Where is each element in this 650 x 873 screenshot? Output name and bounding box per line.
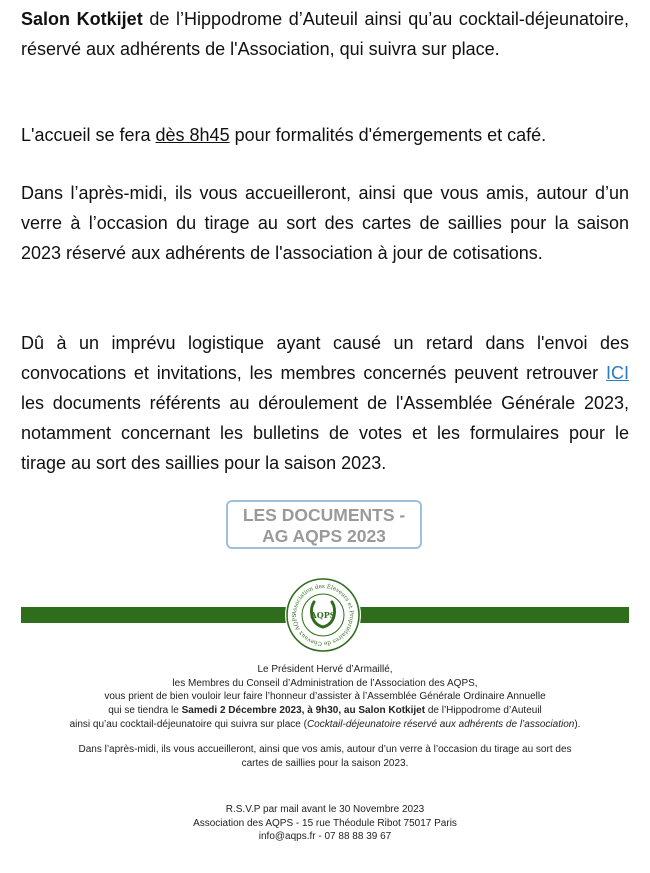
seal-ring-text: Association des Éleveurs et Propriétaires de Chevaux AQPS	[291, 583, 355, 647]
paragraph-welcome	[21, 120, 629, 150]
welcome-time: dès 8h45	[155, 125, 230, 145]
documents-text-after: les documents référents au déroulement de l'Assemblée Générale 2023, notamment concernant les bulletins de votes et les formulaires pour le tirage au sort des saillies pour la saison 2023.	[21, 393, 629, 473]
invite-date: Samedi 2 Décembre 2023, à 9h30, au Salon Kotkijet	[181, 705, 426, 717]
aqps-logo	[285, 577, 361, 653]
footer-invitation	[21, 663, 629, 732]
paragraph-salon-text: de l’Hippodrome d’Auteuil ainsi qu’au cocktail-déjeunatoire, réservé aux adhérents de l'Association, qui suivra sur place.	[21, 9, 629, 59]
invite-line	[21, 718, 629, 732]
footer-rsvp	[21, 803, 629, 844]
paragraph-salon	[21, 4, 629, 64]
footer-afternoon	[21, 743, 629, 770]
invite-line: Le Président Hervé d’Armaillé,	[257, 664, 393, 675]
invite-cocktail-note: Cocktail-déjeunatoire réservé aux adhérents de l’association	[306, 718, 575, 730]
afternoon-line: cartes de saillies pour la saison 2023.	[241, 757, 409, 769]
rsvp-address: Association des AQPS - 15 rue Théodule Ribot 75017 Paris	[193, 817, 457, 829]
documents-button-line2: AG AQPS 2023	[262, 526, 386, 546]
salon-name: Salon Kotkijet	[21, 9, 143, 29]
paragraph-afternoon	[21, 178, 629, 268]
rsvp-contact: info@aqps.fr - 07 88 88 39 67	[258, 831, 392, 843]
invite-line	[21, 704, 629, 718]
documents-button-line1: LES DOCUMENTS -	[242, 505, 406, 525]
seal-center-text: AQPS	[310, 610, 336, 620]
ici-link[interactable]: ICI	[605, 363, 629, 383]
invite-line: vous prient de bien vouloir leur faire l’honneur d’assister à l’Assemblée Générale Ordinaire Annuelle	[104, 691, 546, 703]
documents-text-before: Dû à un imprévu logistique ayant causé un retard dans l'envoi des convocations et invitations, les membres concernés peuvent retrouver	[21, 333, 629, 383]
afternoon-text: Dans l’après-midi, ils vous accueilleront, ainsi que vous amis, autour d’un verre à l’occasion du tirage au sort des cartes de saillies pour la saison 2023 réservé aux adhérents de l'association à jour de cotisations.	[21, 183, 629, 263]
welcome-text-before: L'accueil se fera	[21, 125, 156, 145]
invite-date-before: qui se tiendra le	[108, 705, 182, 717]
invite-cocktail-after: ).	[574, 718, 581, 730]
welcome-text-after: pour formalités d'émergements et café.	[229, 125, 547, 145]
rsvp-line: R.S.V.P par mail avant le 30 Novembre 2023	[225, 804, 425, 815]
paragraph-documents	[21, 328, 629, 478]
afternoon-line: Dans l’après-midi, ils vous accueilleront, ainsi que vos amis, autour d’un verre à l’occasion du tirage au sort des	[78, 744, 572, 755]
invite-line: les Membres du Conseil d’Administration de l’Association des AQPS,	[172, 677, 478, 689]
invite-date-after: de l’Hippodrome d’Auteuil	[425, 705, 542, 717]
invite-cocktail-before: ainsi qu’au cocktail-déjeunatoire qui suivra sur place (	[69, 718, 307, 730]
aqps-seal-icon	[285, 577, 361, 653]
documents-button[interactable]	[226, 500, 422, 549]
